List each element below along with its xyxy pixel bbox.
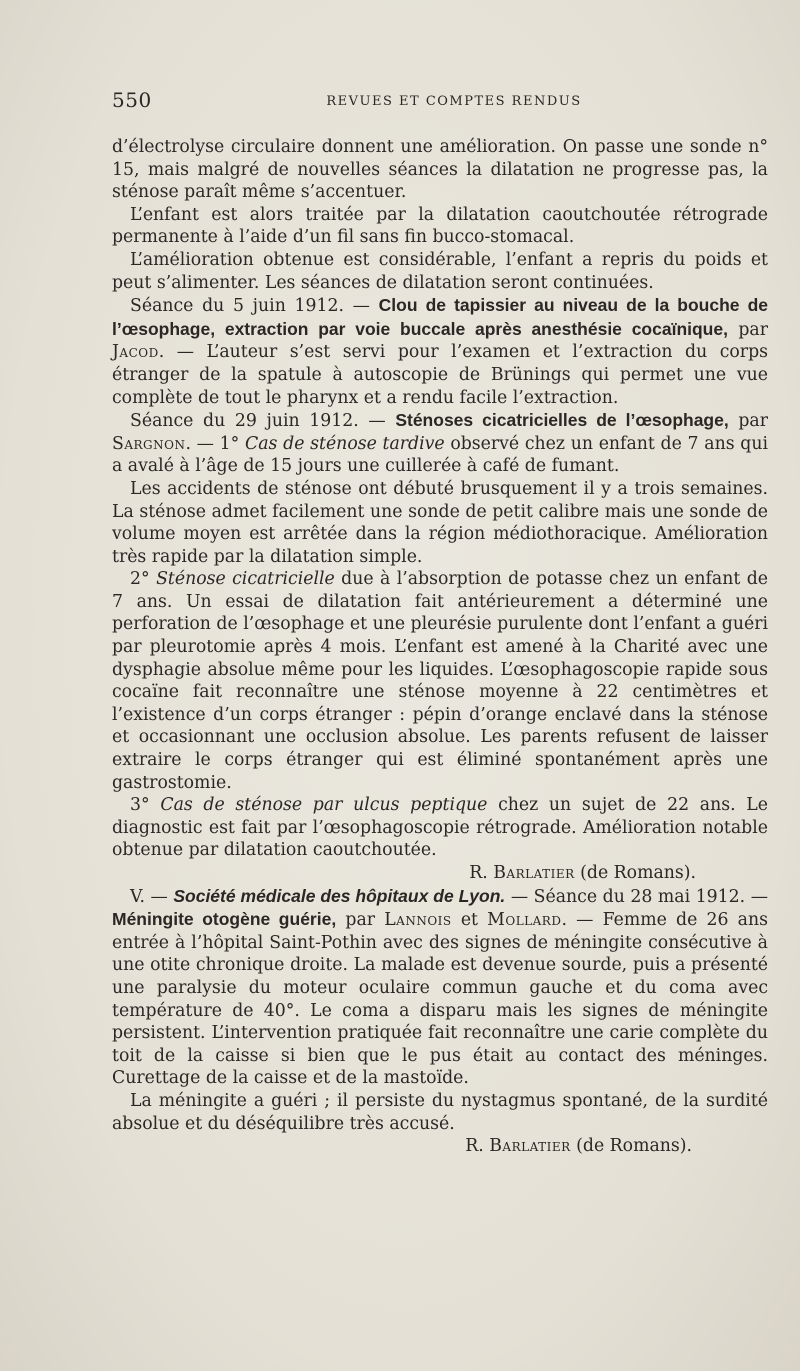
author-name: Lannois: [384, 910, 452, 931]
case-title: Cas de sténose par ulcus peptique: [160, 795, 488, 816]
text-fragment: . — L’auteur s’est servi pour l’examen et l’extraction du corps étranger de la spatule à autoscopie de Brünings qui permet une vue complète de tout le pharynx et a rendu facile l’extraction.: [112, 342, 768, 408]
running-head: REVUES ET COMPTES RENDUS: [326, 94, 582, 109]
paragraph-case-3: [112, 794, 768, 862]
text-fragment: 3°: [130, 795, 161, 816]
case-title: Cas de sténose tardive: [245, 433, 445, 454]
author-name: Jacod: [112, 342, 159, 363]
signature: [112, 862, 768, 885]
page-header: [112, 88, 768, 118]
text-fragment: . — Femme de 26 ans entrée à l’hôpital Saint-Pothin avec des signes de méningite consécutive à une otite chronique droite. La malade est devenue sourde, puis a présenté une paralysie du moteur oculaire commun gauche et du coma avec température de 40°. Le coma a disparu mais les signes de méningite persistent. L’intervention pratiquée fait reconnaître une carie complète du toit de la caisse si bien que le pus était au contact des méninges. Curettage de la caisse et de la mastoïde.: [112, 910, 768, 1089]
paragraph-2: L’enfant est alors traitée par la dilatation caoutchoutée rétrograde permanente à l’aide d’un fil sans fin bucco-stomacal.: [112, 204, 768, 248]
text-fragment: (de Romans).: [574, 863, 696, 883]
signature-name: Barlatier: [493, 863, 575, 883]
paragraph-sargnon: [112, 409, 768, 478]
session-date: Séance du 29 juin 1912. —: [130, 411, 396, 432]
text-fragment: R.: [465, 1136, 490, 1157]
article-title: Méningite otogène guérie,: [112, 909, 337, 930]
text-fragment: V. —: [130, 886, 174, 907]
text-fragment: R.: [469, 863, 494, 883]
paragraph-lyon: [112, 885, 768, 1090]
text-fragment: due à l’absorption de potasse chez un enfant de 7 ans. Un essai de dilatation fait antérieurement a déterminé une perforation de l’œsophage et une pleurésie purulente dont l’enfant a guéri par pleurotomie après 4 mois. L’enfant est amené à la Charité avec une dysphagie absolue même pour les liquides. L’œsophagoscopie rapide sous cocaïne fait reconnaître une sténose moyenne à 22 centimètres et l’existence d’un corps étranger : pépin d’orange enclavé dans la sténose et occasionnant une occlusion absolue. Les parents refusent de laisser extraire le corps étranger qui est éliminé spontanément après une gastrostomie.: [112, 569, 768, 793]
text-fragment: chez un sujet de 22 ans. Le diagnostic est fait par l’œsophagoscopie rétrograde. Amélioration notable obtenue par dilatation caoutchoutée.: [112, 795, 768, 861]
paragraph-3: L’amélioration obtenue est considérable, l’enfant a repris du poids et peut s’alimenter. Les séances de dilatation seront continuées.: [112, 249, 768, 293]
body-text: [112, 136, 768, 1158]
article-title: Clou de tapissier au niveau de la bouche de l’œsophage, extraction par voie buccale après anesthésie cocaïnique,: [112, 295, 768, 339]
paragraph-case-2: [112, 568, 768, 794]
text-fragment: 2°: [130, 569, 157, 590]
text-fragment: par: [336, 910, 385, 931]
paragraph-10: La méningite a guéri ; il persiste du nystagmus spontané, de la surdité absolue et du déséquilibre très accusé.: [112, 1090, 768, 1134]
text-fragment: et: [451, 910, 488, 931]
signature-name: Barlatier: [489, 1136, 571, 1157]
session-date: Séance du 5 juin 1912. —: [130, 296, 379, 317]
case-title: Sténose cicatricielle: [156, 569, 335, 590]
paragraph-jacod: [112, 294, 768, 409]
text-fragment: — Séance du 28 mai 1912. —: [505, 886, 769, 907]
text-fragment: observé chez un enfant de 7 ans qui a avalé à l’âge de 15 jours une cuillerée à café de fumant.: [112, 433, 769, 477]
text-fragment: . — 1°: [185, 433, 246, 454]
author-name: Mollard: [487, 910, 562, 931]
society-name: Société médicale des hôpitaux de Lyon.: [173, 885, 506, 906]
paragraph-6: Les accidents de sténose ont débuté brusquement il y a trois semaines. La sténose admet facilement une sonde de petit calibre mais une sonde de volume moyen est arrêtée dans la région médiothoracique. Amélioration très rapide par la dilatation simple.: [112, 478, 768, 567]
signature: [112, 1135, 768, 1158]
page-number: 550: [112, 88, 152, 112]
paragraph-1: d’électrolyse circulaire donnent une amélioration. On passe une sonde n° 15, mais malgré de nouvelles séances la dilatation ne progresse pas, la sténose paraît même s’accentuer.: [112, 137, 768, 203]
text-fragment: par: [728, 411, 768, 432]
article-title: Sténoses cicatricielles de l’œsophage,: [395, 410, 729, 431]
text-fragment: (de Romans).: [570, 1136, 692, 1157]
author-name: Sargnon: [112, 433, 186, 454]
text-fragment: par: [727, 319, 768, 340]
